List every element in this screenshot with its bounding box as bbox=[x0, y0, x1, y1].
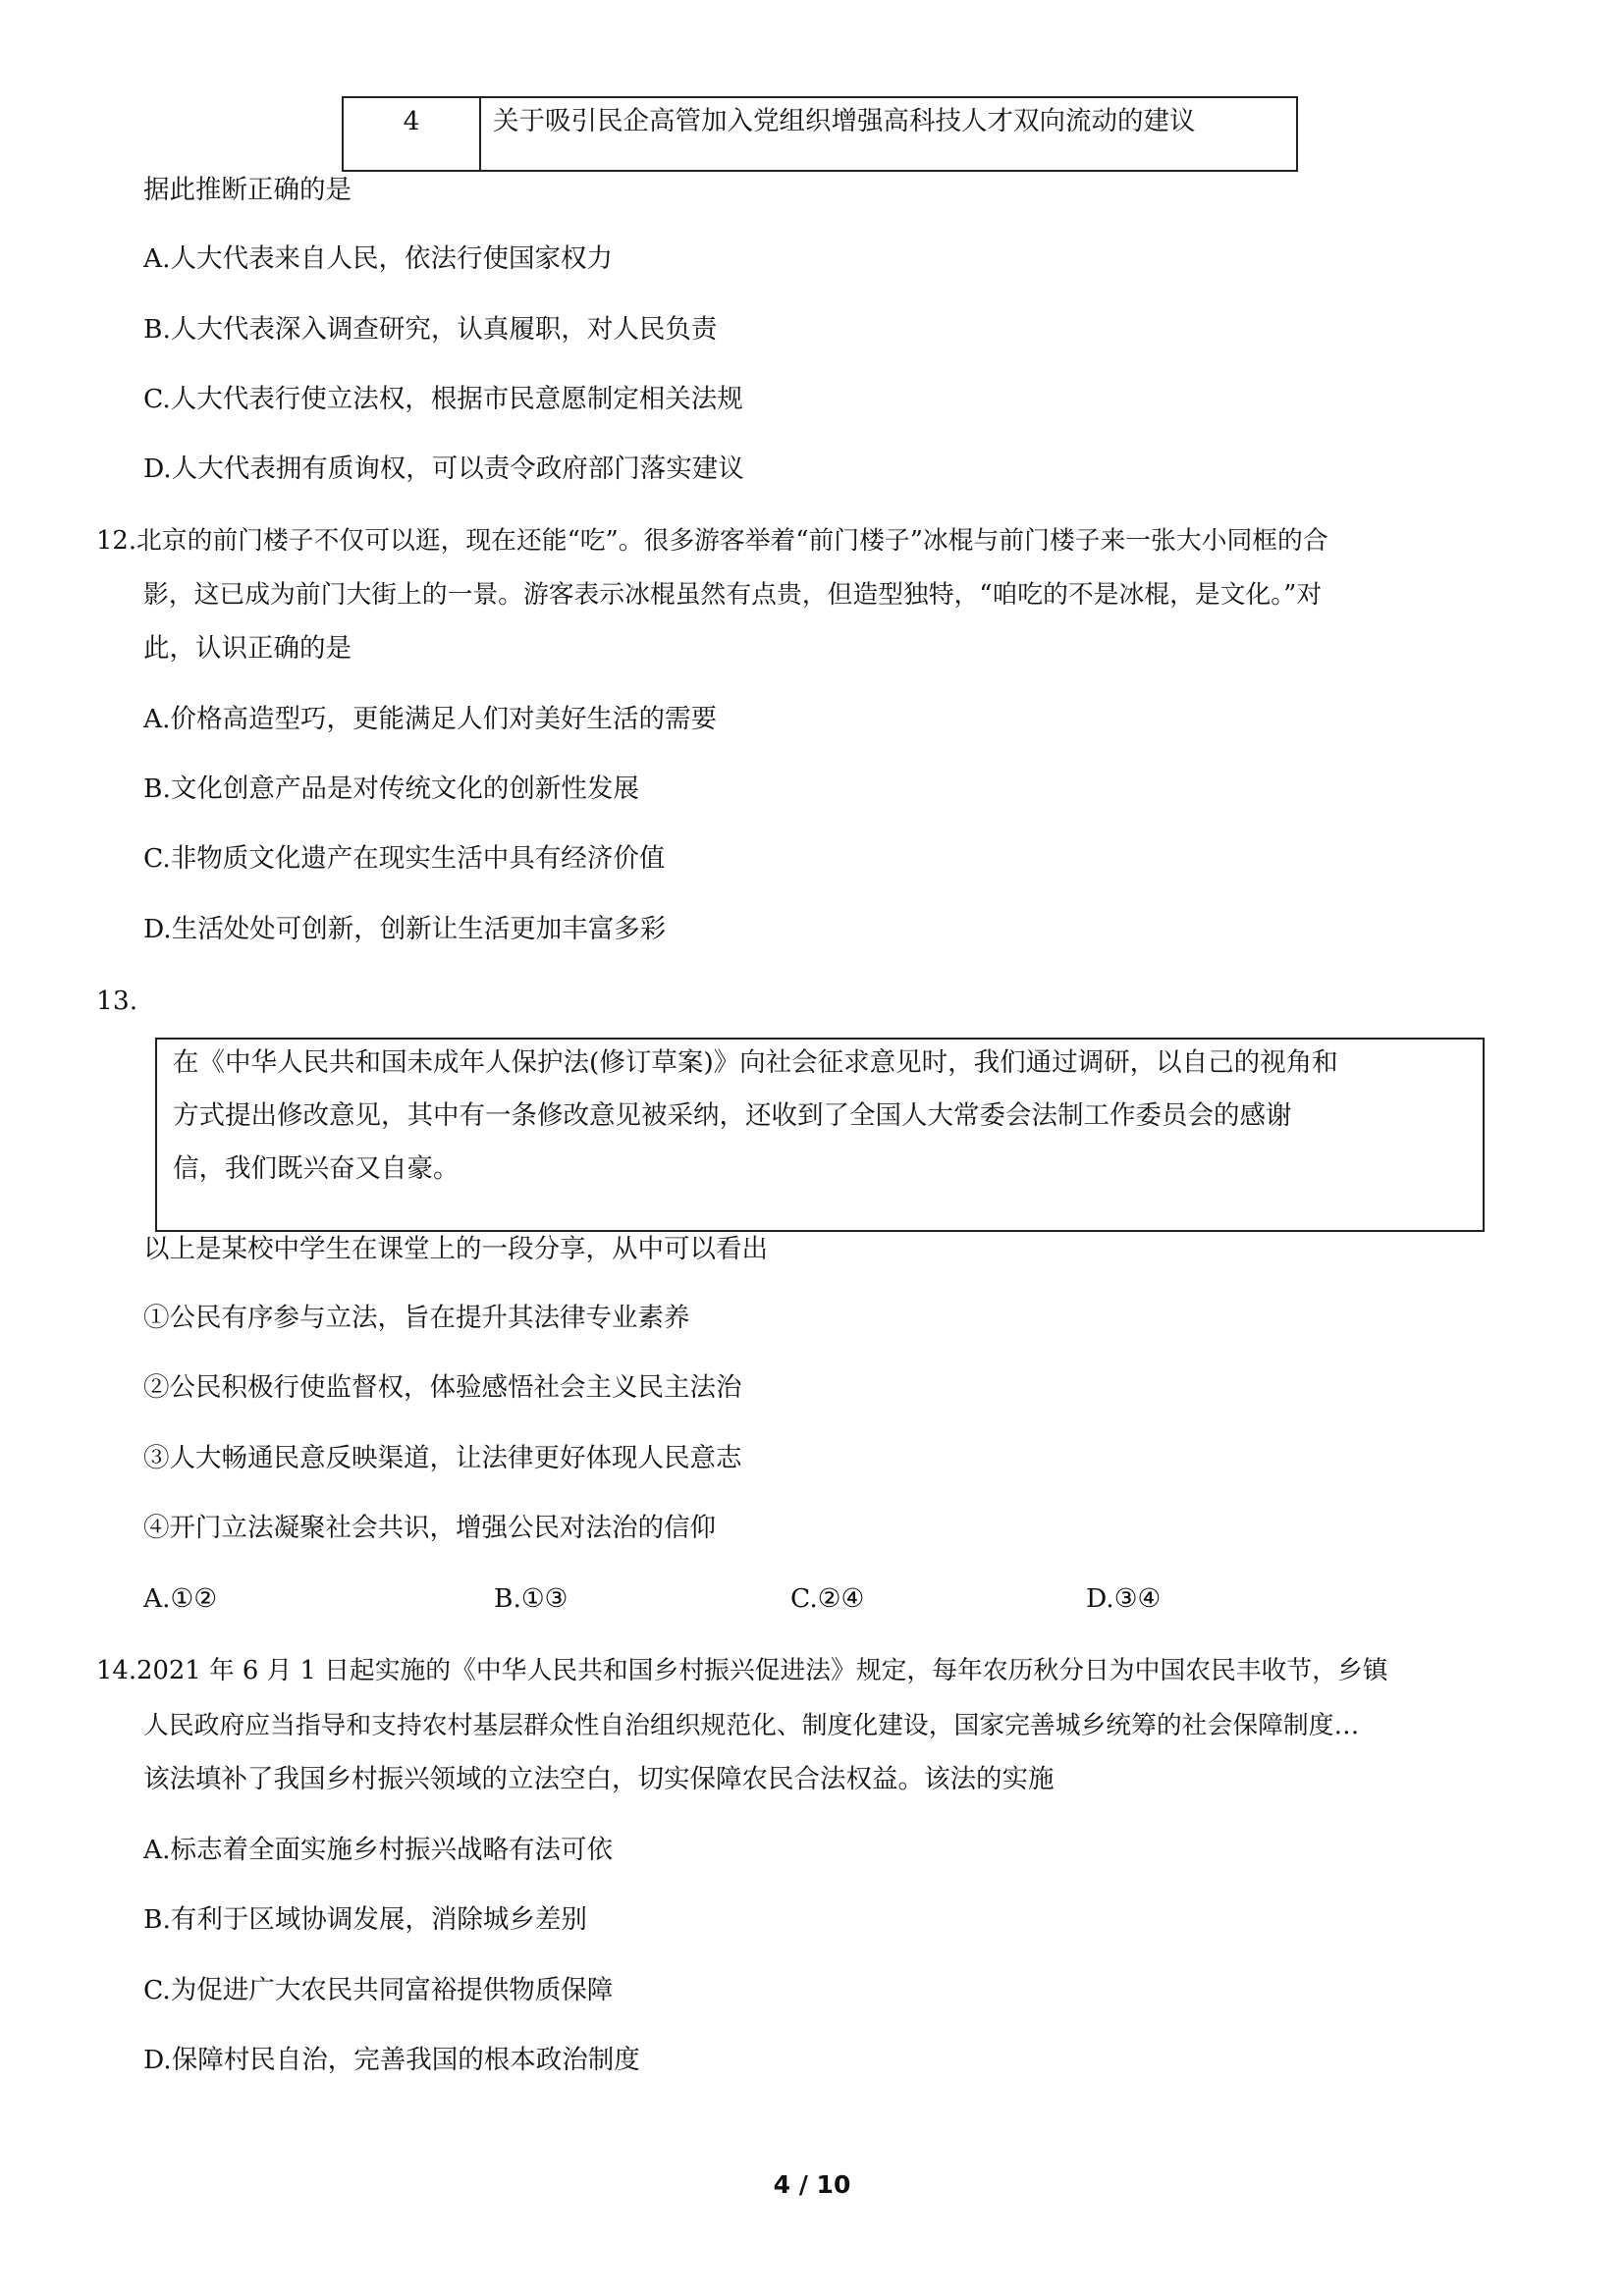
q12-stem-line-3: 此，认识正确的是 bbox=[143, 633, 352, 664]
page-number: 4 / 10 bbox=[773, 2170, 851, 2199]
q13-item-3: ③人大畅通民意反映渠道，让法律更好体现人民意志 bbox=[143, 1443, 742, 1473]
q12-stem-line-2: 影，这已成为前门大街上的一景。游客表示冰棍虽然有点贵，但造型独特，“咱吃的不是冰棍，是文化。”对 bbox=[143, 580, 1323, 610]
q11-option-d: D.人大代表拥有质询权，可以责令政府部门落实建议 bbox=[143, 454, 744, 484]
q13-box-line-3: 信，我们既兴奋又自豪。 bbox=[173, 1153, 460, 1184]
q13-quote-box bbox=[155, 1038, 1485, 1232]
table-row bbox=[342, 96, 1298, 172]
q12-option-b: B.文化创意产品是对传统文化的创新性发展 bbox=[143, 774, 639, 804]
q13-choice-b: B.①③ bbox=[494, 1583, 568, 1614]
q13-item-1: ①公民有序参与立法，旨在提升其法律专业素养 bbox=[143, 1303, 690, 1333]
q11-option-c: C.人大代表行使立法权，根据市民意愿制定相关法规 bbox=[143, 384, 743, 414]
q14-stem-line-1: 14.2021 年 6 月 1 日起实施的《中华人民共和国乡村振兴促进法》规定，每年农历秋分日为中国农民丰收节，乡镇 bbox=[96, 1656, 1388, 1685]
q14-option-a: A.标志着全面实施乡村振兴战略有法可依 bbox=[143, 1835, 614, 1865]
q14-stem-line-3: 该法填补了我国乡村振兴领域的立法空白，切实保障农民合法权益。该法的实施 bbox=[143, 1764, 1055, 1794]
q13-choice-d: D.③④ bbox=[1086, 1583, 1162, 1614]
q12-option-a: A.价格高造型巧，更能满足人们对美好生活的需要 bbox=[143, 704, 718, 734]
q13-choice-c: C.②④ bbox=[790, 1583, 865, 1614]
q13-stem: 以上是某校中学生在课堂上的一段分享，从中可以看出 bbox=[143, 1234, 768, 1264]
q13-item-2: ②公民积极行使监督权，体验感悟社会主义民主法治 bbox=[143, 1372, 742, 1403]
q11-option-a: A.人大代表来自人民，依法行使国家权力 bbox=[143, 243, 614, 274]
q11-stem: 据此推断正确的是 bbox=[143, 175, 352, 205]
q14-stem-line-2: 人民政府应当指导和支持农村基层群众性自治组织规范化、制度化建设，国家完善城乡统筹的社会保障制度… bbox=[143, 1711, 1360, 1740]
q12-option-c: C.非物质文化遗产在现实生活中具有经济价值 bbox=[143, 843, 666, 874]
q13-item-4: ④开门立法凝聚社会共识，增强公民对法治的信仰 bbox=[143, 1513, 716, 1543]
q13-number: 13. bbox=[96, 986, 138, 1016]
q12-option-d: D.生活处处可创新，创新让生活更加丰富多彩 bbox=[143, 914, 667, 944]
q13-box-line-1: 在《中华人民共和国未成年人保护法(修订草案)》向社会征求意见时，我们通过调研，以自己的视角和 bbox=[173, 1047, 1338, 1078]
q14-option-c: C.为促进广大农民共同富裕提供物质保障 bbox=[143, 1975, 614, 2005]
table-cell-number: 4 bbox=[344, 98, 481, 170]
q14-option-d: D.保障村民自治，完善我国的根本政治制度 bbox=[143, 2045, 640, 2075]
q13-box-line-2: 方式提出修改意见，其中有一条修改意见被采纳，还收到了全国人大常委会法制工作委员会的感谢 bbox=[173, 1100, 1292, 1131]
q13-choice-a: A.①② bbox=[143, 1583, 218, 1614]
q12-stem-line-1: 12.北京的前门楼子不仅可以逛，现在还能“吃”。很多游客举着“前门楼子”冰棍与前门楼子来一张大小同框的合 bbox=[96, 526, 1328, 556]
q11-option-b: B.人大代表深入调查研究，认真履职，对人民负责 bbox=[143, 314, 718, 345]
table-cell-text: 关于吸引民企高管加入党组织增强高科技人才双向流动的建议 bbox=[493, 106, 1196, 136]
q14-option-b: B.有利于区域协调发展，消除城乡差别 bbox=[143, 1904, 587, 1935]
